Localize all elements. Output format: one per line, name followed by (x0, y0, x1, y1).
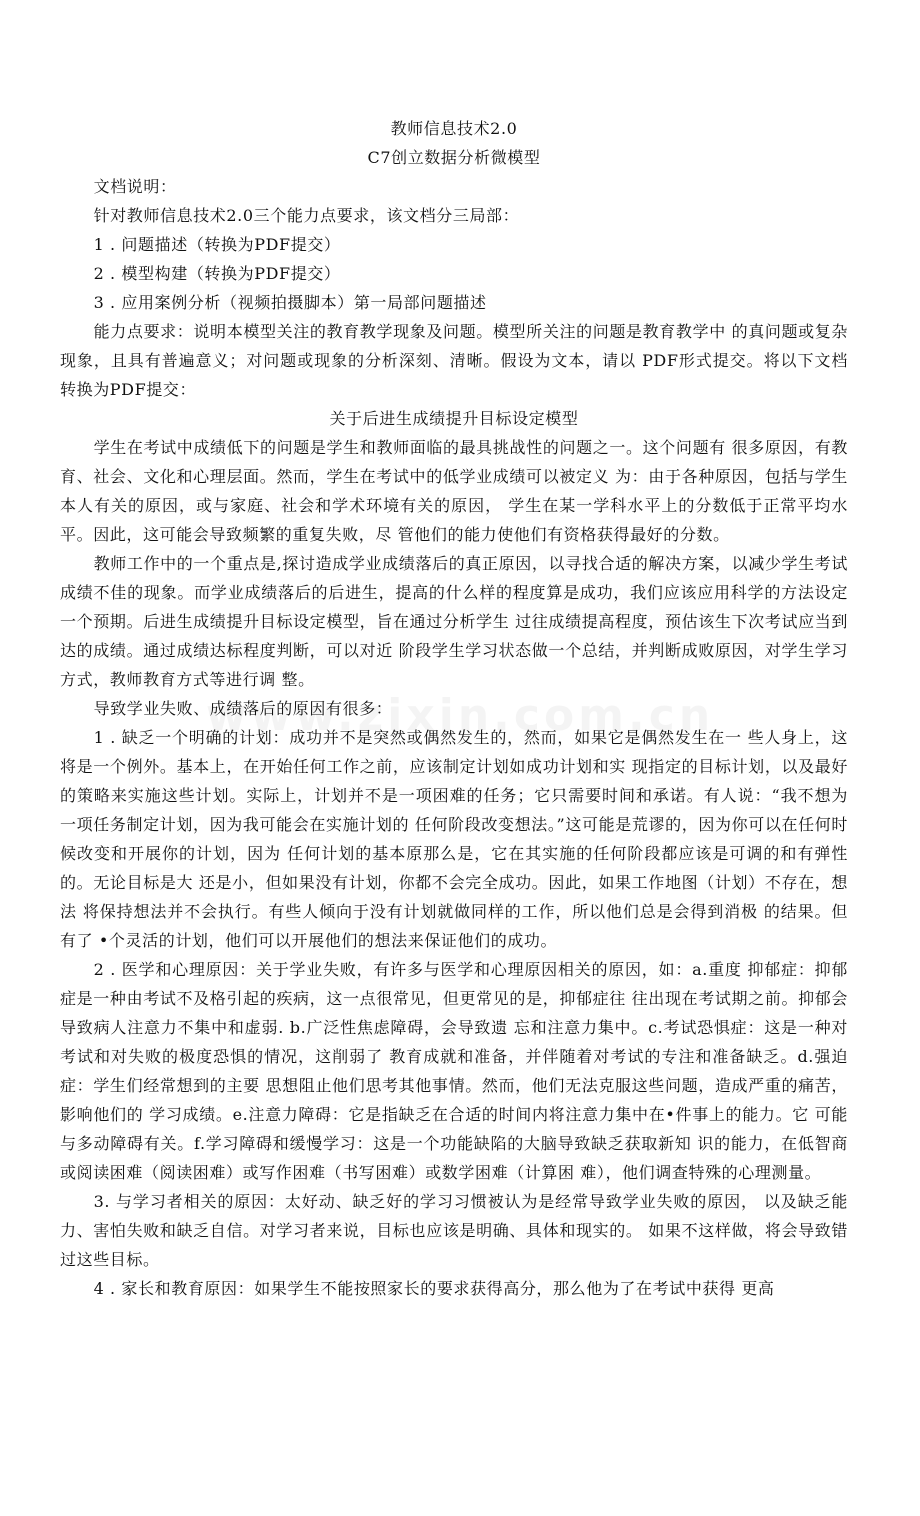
requirement-paragraph: 能力点要求：说明本模型关注的教育教学现象及问题。模型所关注的问题是教育教学中 的真问题或复杂现象，且具有普遍意义；对问题或现象的分析深刻、清晰。假设为文本，请以 PDF形式提交。将以下文档转换为PDF提交： (60, 322, 848, 399)
document-title: 教师信息技术2.0 (390, 119, 518, 138)
body-paragraph: 3. 与学习者相关的原因：太好动、缺乏好的学习习惯被认为是经常导致学业失败的原因， 以及缺乏能力、害怕失败和缺乏自信。对学习者来说，目标也应该是明确、具体和现实的。 如果不这样做，将会导致错过这些目标。 (60, 1192, 848, 1269)
list-item: 3 . 应用案例分析（视频拍摄脚本）第一局部问题描述 (93, 293, 487, 312)
document-page (60, 114, 848, 1303)
intro-text: 针对教师信息技术2.0三个能力点要求，该文档分三局部： (93, 206, 520, 225)
body-paragraph: 教师工作中的一个重点是,探讨造成学业成绩落后的真正原因，以寻找合适的解决方案，以减少学生考试成绩不佳的现象。而学业成绩落后的后进生，提高的什么样的程度算是成功，我们应该应用科学的方法设定一个预期。后进生成绩提升目标设定模型，旨在通过分析学生 过往成绩提高程度，预估该生下次考试应当到达的成绩。通过成绩达标程度判断，可以对近 阶段学生学习状态做一个总结，并判断成败原因，对学生学习方式，教师教育方式等进行调 整。 (60, 554, 848, 689)
list-item: 1 . 问题描述（转换为PDF提交） (93, 235, 341, 254)
document-subtitle: C7创立数据分析微模型 (367, 148, 541, 167)
body-paragraph: 学生在考试中成绩低下的问题是学生和教师面临的最具挑战性的问题之一。这个问题有 很多原因，有教育、社会、文化和心理层面。然而，学生在考试中的低学业成绩可以被定义 为：由于各种原因，包括与学生本人有关的原因，或与家庭、社会和学术环境有关的原因， 学生在某一学科水平上的分数低于正常平均水平。因此，这可能会导致频繁的重复失败，尽 管他们的能力使他们有资格获得最好的分数。 (60, 438, 848, 544)
body-paragraph: 1 . 缺乏一个明确的计划：成功并不是突然或偶然发生的，然而，如果它是偶然发生在一 些人身上，这将是一个例外。基本上，在开始任何工作之前，应该制定计划如成功计划和实 现指定的目标计划，以及最好的策略来实施这些计划。实际上，计划并不是一项困难的任务；它只需要时间和承诺。有人说：“我不想为一项任务制定计划，因为我可能会在实施计划的 任何阶段改变想法。”这可能是荒谬的，因为你可以在任何时候改变和开展你的计划，因为 任何计划的基本原那么是，它在其实施的任何阶段都应该是可调的和有弹性的。无论目标是大 还是小，但如果没有计划，你都不会完全成功。因此，如果工作地图（计划）不存在，想法 将保持想法并不会执行。有些人倾向于没有计划就做同样的工作，所以他们总是会得到消极 的结果。但有了 •个灵活的计划，他们可以开展他们的想法来保证他们的成功。 (60, 728, 848, 950)
body-paragraph: 导致学业失败、成绩落后的原因有很多： (93, 699, 393, 718)
intro-label: 文档说明： (93, 177, 177, 196)
body-paragraph: 2 . 医学和心理原因：关于学业失败，有许多与医学和心理原因相关的原因，如：a.重度 抑郁症：抑郁症是一种由考试不及格引起的疾病，这一点很常见，但更常见的是，抑郁症往 往出现在考试期之前。抑郁会导致病人注意力不集中和虚弱. b.广泛性焦虑障碍，会导致遗 忘和注意力集中。c.考试恐惧症：这是一种对考试和对失败的极度恐惧的情况，这削弱了 教育成就和准备，并伴随着对考试的专注和准备缺乏。d.强迫症：学生们经常想到的主要 思想阻止他们思考其他事情。然而，他们无法克服这些问题，造成严重的痛苦，影响他们的 学习成绩。e.注意力障碍：它是指缺乏在合适的时间内将注意力集中在•件事上的能力。它 可能与多动障碍有关。f.学习障碍和缓慢学习：这是一个功能缺陷的大脑导致缺乏获取新知 识的能力，在低智商或阅读困难（阅读困难）或写作困难（书写困难）或数学困难（计算困 难），他们调查特殊的心理测量。 (60, 960, 848, 1182)
body-paragraph: 4 . 家长和教育原因：如果学生不能按照家长的要求获得高分，那么他为了在考试中获得 更高 (93, 1279, 775, 1298)
section-title: 关于后进生成绩提升目标设定模型 (329, 409, 579, 428)
list-item: 2 . 模型构建（转换为PDF提交） (93, 264, 341, 283)
